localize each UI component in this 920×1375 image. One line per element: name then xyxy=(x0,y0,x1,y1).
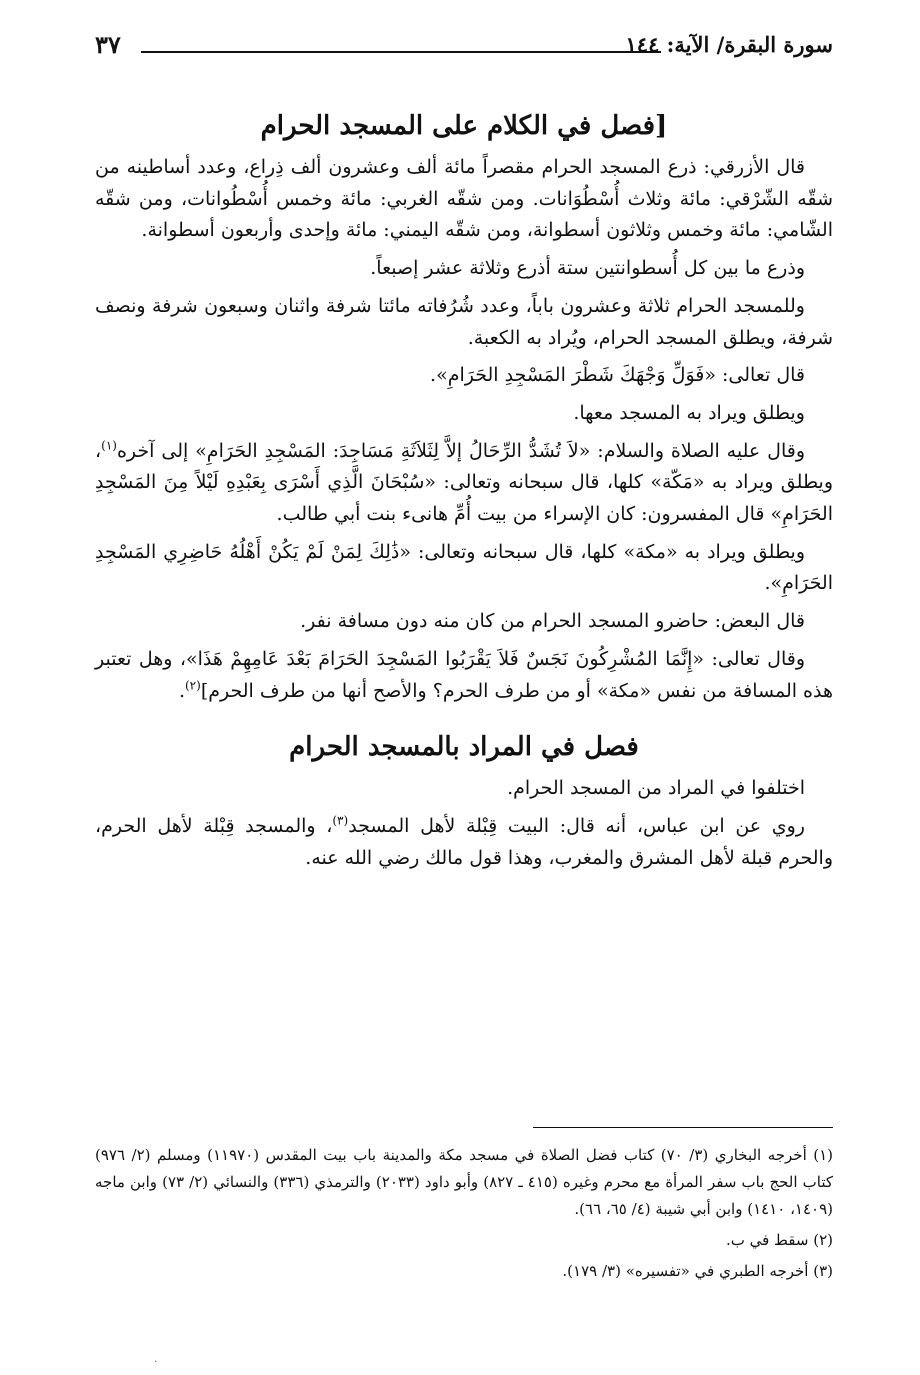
paragraph-11 xyxy=(95,811,833,874)
footnote-2: (٢) سقط في ب. xyxy=(725,1231,833,1249)
paragraph-11-b: ، والمسجد قِبْلة لأهل الحرم، والحرم قبلة لأهل المشرق والمغرب، وهذا قول مالك رضي الله عنه. xyxy=(95,814,833,869)
footnote-3: (٣) أخرجه الطبري في «تفسيره» (٣/ ١٧٩). xyxy=(562,1262,833,1280)
main-text xyxy=(95,100,833,874)
paragraph-6 xyxy=(95,436,833,531)
paragraph-6-a: وقال عليه الصلاة والسلام: «لاَ تُشَدُّ الرِّحَالُ إلاَّ لِثَلاَثَةِ مَسَاجِدَ: المَسْجِدِ الحَرَامِ» إلى آخره xyxy=(116,439,805,462)
page-number: ٣٧ xyxy=(95,30,121,59)
surah-title: سورة البقرة/ الآية: ١٤٤ xyxy=(625,32,833,57)
paragraph-4: قال تعالى: «فَوَلِّ وَجْهَكَ شَطْرَ المَسْجِدِ الحَرَامِ». xyxy=(430,364,805,387)
section-title-1: [فصل في الكلام على المسجد الحرام xyxy=(260,111,668,141)
scan-speck: · xyxy=(154,1357,158,1368)
footnote-ref-2[interactable]: (٢) xyxy=(184,678,201,693)
paragraph-9 xyxy=(95,644,833,707)
paragraph-9-a: وقال تعالى: «إِنَّمَا المُشْرِكُونَ نَجَسٌ فَلاَ يَقْرَبُوا المَسْجِدَ الحَرَامَ بَعْدَ عَامِهِمْ هَذَا»، وهل تعتبر هذه المسافة من نفس «مكة» أو من طرف الحرم؟ والأصح أنها من طرف الحرم] xyxy=(95,647,833,702)
running-header xyxy=(95,30,833,64)
paragraph-8: قال البعض: حاضرو المسجد الحرام من كان منه دون مسافة نفر. xyxy=(300,610,805,633)
paragraph-11-a: روي عن ابن عباس، أنه قال: البيت قِبْلة لأهل المسجد xyxy=(348,814,805,837)
footnote-ref-3[interactable]: (٣) xyxy=(332,813,349,828)
footnote-separator xyxy=(533,1127,833,1128)
section-title-2: فصل في المراد بالمسجد الحرام xyxy=(289,732,639,763)
paragraph-6-b: ، ويطلق ويراد به «مَكّة» كلها، قال سبحانه وتعالى: «سُبْحَانَ الَّذِي أَسْرَى بِعَبْدِهِ لَيْلاً مِنَ المَسْجِدِ الحَرَامِ» قال المفسرون: كان الإسراء من بيت أُمِّ هانىء بنت أبي طالب. xyxy=(95,439,833,526)
paragraph-10: اختلفوا في المراد من المسجد الحرام. xyxy=(507,777,805,800)
paragraph-5: ويطلق ويراد به المسجد معها. xyxy=(573,401,805,424)
paragraph-9-b: . xyxy=(178,679,185,702)
header-rule xyxy=(141,51,661,53)
footnotes xyxy=(95,1127,833,1285)
footnote-ref-1[interactable]: (١) xyxy=(101,438,117,453)
paragraph-7: ويطلق ويراد به «مكة» كلها، قال سبحانه وتعالى: «ذَٰلِكَ لِمَنْ لَمْ يَكُنْ أَهْلُهُ حَاضِرِي المَسْجِدِ الحَرَامِ». xyxy=(95,540,833,595)
footnote-1: (١) أخرجه البخاري (٣/ ٧٠) كتاب فضل الصلاة في مسجد مكة والمدينة باب بيت المقدس (١١٩٧٠) ومسلم (٢/ ٩٧٦) كتاب الحج باب سفر المرأة مع محرم وغيره (٤١٥ ـ ٨٢٧) وأبو داود (٢٠٣٣) والترمذي (٣٣٦) والنسائي (٢/ ٧٣) وابن ماجه (١٤٠٩، ١٤١٠) وابن أبي شيبة (٤/ ٦٥، ٦٦). xyxy=(95,1146,834,1218)
paragraph-2: وذرع ما بين كل أُسطوانتين ستة أذرع وثلاثة عشر إصبعاً. xyxy=(370,257,805,280)
paragraph-3: وللمسجد الحرام ثلاثة وعشرون باباً، وعدد شُرُفاته مائتا شرفة واثنان وسبعون شرفة ونصف شرفة، ويطلق المسجد الحرام، ويُراد به الكعبة. xyxy=(95,294,833,349)
paragraph-1: قال الأزرقي: ذرع المسجد الحرام مقصراً مائة ألف وعشرون ألف ذِراع، وعدد أساطينه من شقّه الشّرْقي: مائة وثلاث أُسْطُوَانات. ومن شقّه الغربي: مائة وخمس أُسْطُوانات، ومن شقّه الشّامي: مائة وخمس وثلاثون أسطوانة، ومن شقّه اليمني: مائة وإحدى وأربعون أسطوانة. xyxy=(95,156,833,242)
